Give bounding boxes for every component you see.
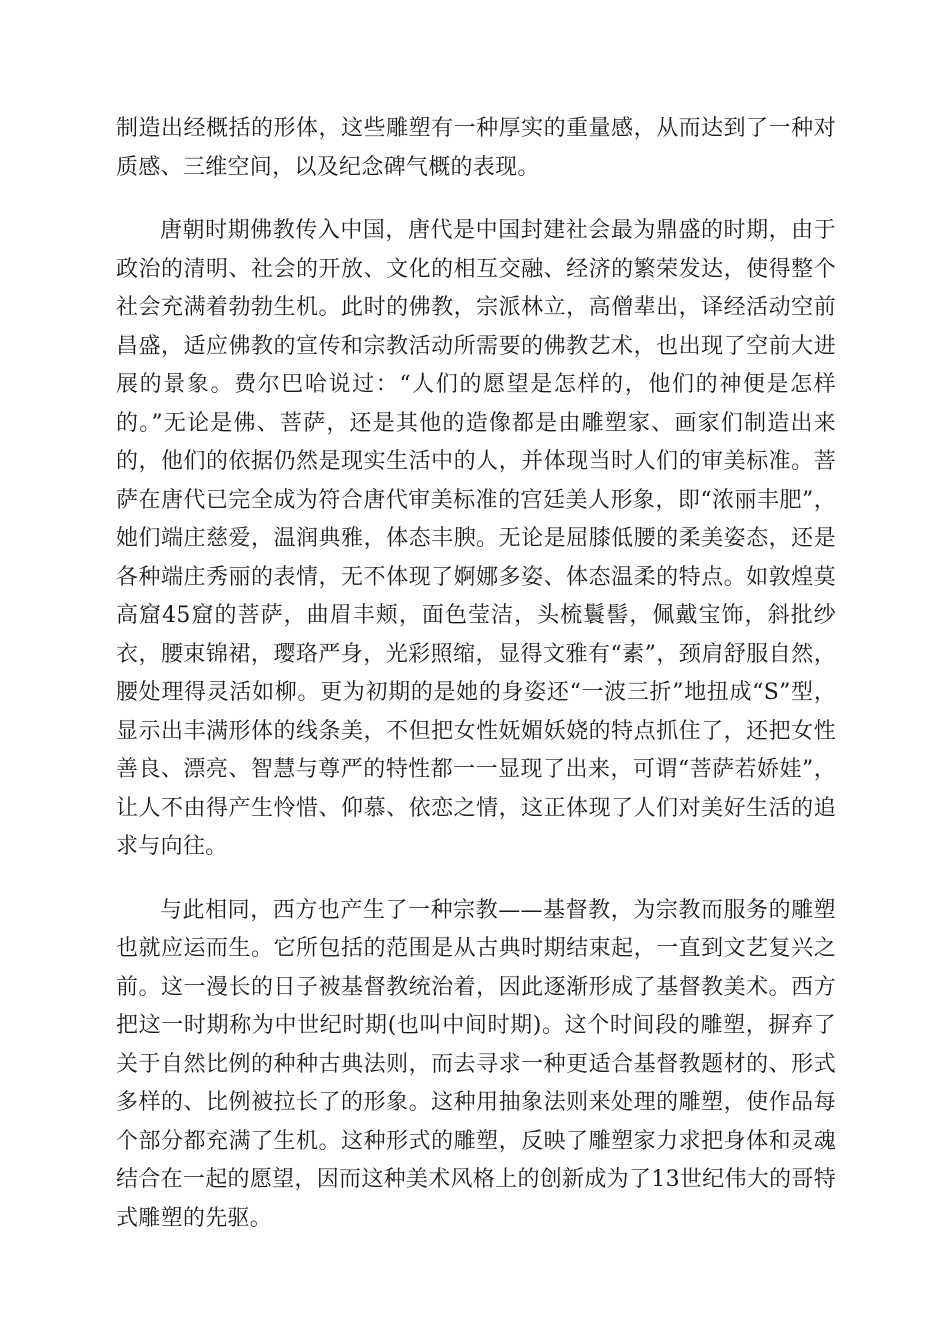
- paragraph-tang-buddhism: 唐朝时期佛教传入中国，唐代是中国封建社会最为鼎盛的时期，由于政治的清明、社会的开放、文化的相互交融、经济的繁荣发达，使得整个社会充满着勃勃生机。此时的佛教，宗派林立，高僧辈出，译经活动空前昌盛，适应佛教的宣传和宗教活动所需要的佛教艺术，也出现了空前大进展的景象。费尔巴哈说过：“人们的愿望是怎样的，他们的神便是怎样的。”无论是佛、菩萨，还是其他的造像都是由雕塑家、画家们制造出来的，他们的依据仍然是现实生活中的人，并体现当时人们的审美标准。菩萨在唐代已完全成为符合唐代审美标准的宫廷美人形象，即“浓丽丰肥”，她们端庄慈爱，温润典雅，体态丰腴。无论是屈膝低腰的柔美姿态，还是各种端庄秀丽的表情，无不体现了婀娜多姿、体态温柔的特点。如敦煌莫高窟45窟的菩萨，曲眉丰颊，面色莹洁，头梳鬟髻，佩戴宝饰，斜批纱衣，腰束锦裙，璎珞严身，光彩照缩，显得文雅有“素”，颈肩舒服自然，腰处理得灵活如柳。更为初期的是她的身姿还“一波三折”地扭成“S”型，显示出丰满形体的线条美，不但把女性妩媚妖娆的特点抓住了，还把女性善良、漂亮、智慧与尊严的特性都一一显现了出来，可谓“菩萨若娇娃”，让人不由得产生怜惜、仰慕、依恋之情，这正体现了人们对美好生活的追求与向往。: [116, 218, 836, 859]
- paragraph-continuation: 制造出经概括的形体，这些雕塑有一种厚实的重量感，从而达到了一种对质感、三维空间，以及纪念碑气概的表现。: [116, 116, 836, 180]
- document-body: [116, 110, 836, 1263]
- paragraph-western-christian: 与此相同，西方也产生了一种宗教——基督教，为宗教而服务的雕塑也就应运而生。它所包括的范围是从古典时期结束起，一直到文艺复兴之前。这一漫长的日子被基督教统治着，因此逐渐形成了基督教美术。西方把这一时期称为中世纪时期(也叫中间时期)。这个时间段的雕塑，摒弃了关于自然比例的种种古典法则，而去寻求一种更适合基督教题材的、形式多样的、比例被拉长了的形象。这种用抽象法则来处理的雕塑，使作品每个部分都充满了生机。这种形式的雕塑，反映了雕塑家力求把身体和灵魂结合在一起的愿望，因而这种美术风格上的创新成为了13世纪伟大的哥特式雕塑的先驱。: [116, 897, 836, 1231]
